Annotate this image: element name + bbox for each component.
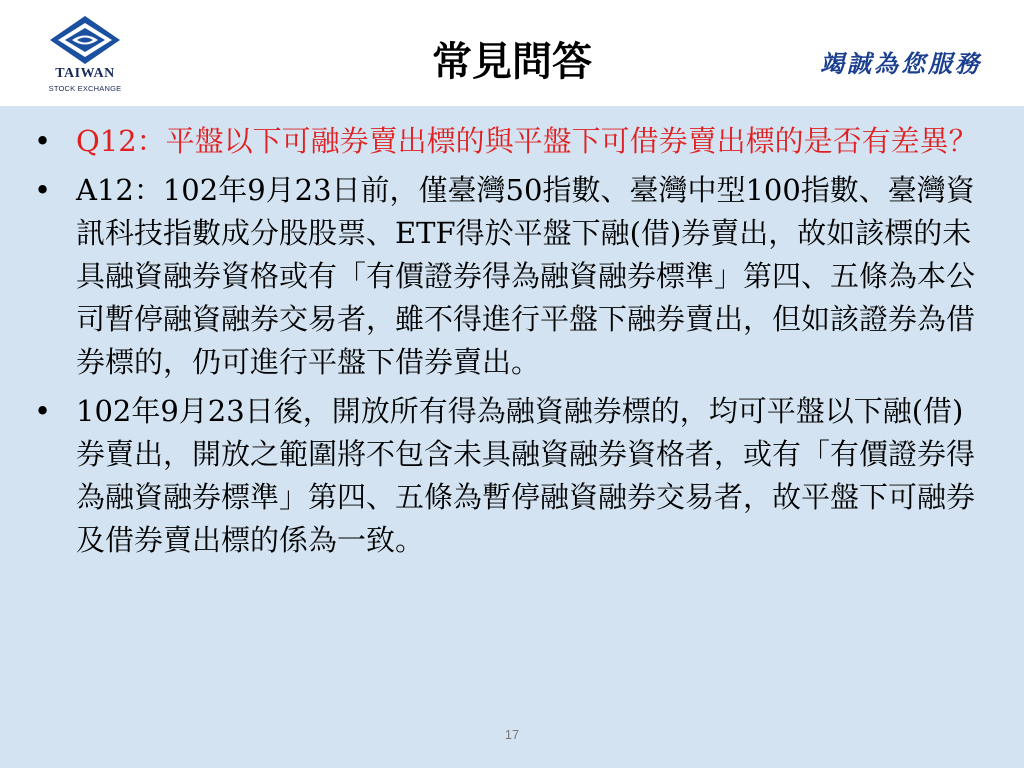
bullet-update <box>30 390 980 562</box>
page-number: 17 <box>504 727 520 742</box>
question-text: Q12：平盤以下可融券賣出標的與平盤下可借券賣出標的是否有差異？ <box>76 124 978 158</box>
content-area <box>0 106 1024 768</box>
bullet-dot-icon: • <box>34 124 52 158</box>
slogan-text: 竭誠為您服務 <box>820 49 982 78</box>
bullet-dot-icon: • <box>34 173 52 207</box>
bullet-answer <box>30 169 980 384</box>
bullet-dot-icon: • <box>34 394 52 428</box>
slide-title: 常見問答 <box>432 38 592 85</box>
header-bar <box>0 0 1024 106</box>
update-text: 102年9月23日後，開放所有得為融資融券標的，均可平盤以下融(借)券賣出，開放之範圍將不包含未具融資融券資格者，或有「有價證券得為融資融券標準」第四、五條為暫停融資融券交易者，故平盤下可融券及借券賣出標的係為一致。 <box>76 394 976 557</box>
bullet-list <box>30 120 980 568</box>
logo-wordmark: TAIWAN <box>55 66 115 81</box>
bullet-question <box>30 120 980 163</box>
answer-text: A12：102年9月23日前，僅臺灣50指數、臺灣中型100指數、臺灣資訊科技指數成分股股票、ETF得於平盤下融(借)券賣出，故如該標的未具融資融券資格或有「有價證券得為融資融券標準」第四、五條為本公司暫停融資融券交易者，雖不得進行平盤下融券賣出，但如該證券為借券標的，仍可進行平盤下借券賣出。 <box>76 173 976 379</box>
logo-subtitle: STOCK EXCHANGE <box>48 84 122 93</box>
